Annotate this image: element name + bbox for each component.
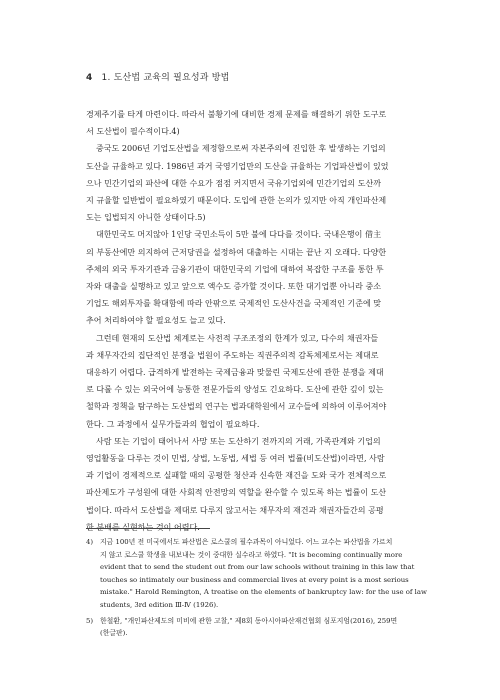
footnotes xyxy=(86,536,448,643)
footnote xyxy=(86,536,448,612)
text-line: 지 규율할 일반법이 필요하였기 때문이다. 도입에 관한 논의가 있지만 아직 개인파산제 xyxy=(86,196,387,206)
paragraph xyxy=(86,433,448,536)
footnote-number: 5) xyxy=(86,616,94,625)
text-line: 으나 민간기업의 파산에 대한 수요가 점점 커지면서 국유기업외에 민간기업의 도산까 xyxy=(86,178,382,188)
text-line: 도산을 규율하고 있다. 1986년 과거 국영기업만의 도산을 규율하는 기업파산법이 있었 xyxy=(86,161,389,171)
footnote-line: 지 않고 로스쿨 학생을 내보내는 것이 중대한 실수라고 하였다. "It is becoming continually more xyxy=(100,550,403,559)
paragraph xyxy=(86,330,448,433)
page-number: 4 xyxy=(86,73,93,83)
paragraph xyxy=(86,226,448,329)
text-line: 대응하기 어렵다. 급격하게 발전하는 국제금융과 맞물린 국제도산에 관한 분쟁을 제대 xyxy=(86,368,384,378)
footnote-line: 한철환, "개인파산제도의 미비에 관한 고찰," 제8회 동아시아파산재건협회 심포지엄(2016), 259면 xyxy=(100,616,398,625)
footnote-line: mistake." Harold Remington, A treatise on the elements of bankruptcy law: for the use of law xyxy=(100,588,427,597)
footnote-text xyxy=(100,615,448,640)
text-line: 중국도 2006년 기업도산법을 제정함으로써 자본주의에 진입한 후 발생하는 기업의 xyxy=(96,144,386,154)
text-line: 기업도 해외투자를 확대함에 따라 안팎으로 국제적인 도산사건을 국제적인 기준에 맞 xyxy=(86,299,382,309)
running-title: 1. 도산법 교육의 필요성과 방법 xyxy=(101,73,230,83)
text-line: 과 채무자간의 집단적인 분쟁을 법원이 주도하는 직권주의적 감독체제로서는 제대로 xyxy=(86,350,379,360)
footnote-line: touches so intimately our business and commercial lives at every point is a most serious xyxy=(100,575,409,584)
text-line: 대한민국도 머지않아 1인당 국민소득이 5만 불에 다다를 것이다. 국내은행이 借主 xyxy=(96,230,382,240)
text-line: 사람 또는 기업이 태어나서 사망 또는 도산하기 전까지의 거래, 가족관계와 기업의 xyxy=(96,436,381,446)
text-line: 철학과 정책을 탐구하는 도산법의 연구는 법과대학원에서 교수들에 의하여 이루어져야 xyxy=(86,402,387,412)
body-text xyxy=(86,106,448,536)
footnote-line: (한글판). xyxy=(100,629,128,638)
text-line: 자와 대출을 실행하고 있고 앞으로 액수도 증가할 것이다. 또한 대기업뿐 아니라 중소 xyxy=(86,282,381,292)
footnote-line: students, 3rd edition Ⅲ-Ⅳ (1926). xyxy=(100,600,219,609)
paragraph xyxy=(86,106,448,140)
footnote xyxy=(86,615,448,640)
text-line: 경제주기를 타게 마련이다. 따라서 불황기에 대비한 경제 문제를 해결하기 위한 도구로 xyxy=(86,110,387,119)
text-line: 추어 처리하여야 할 필요성도 늘고 있다. xyxy=(86,316,226,326)
footnote-number: 4) xyxy=(86,538,94,546)
text-line: 의 부동산에만 의지하여 근저당권을 설정하여 대출하는 시대는 끝난 지 오래다. 다양한 xyxy=(86,247,387,257)
footnote-divider xyxy=(86,528,210,529)
text-line: 로 다룰 수 있는 외국어에 능통한 전문가들의 양성도 긴요하다. 도산에 관한 깊이 있는 xyxy=(86,385,384,395)
text-line: 파산제도가 구성원에 대한 사회적 안전망의 역할을 완수할 수 있도록 하는 법률이 도산 xyxy=(86,488,387,498)
footnote-text xyxy=(100,536,448,612)
text-line: 과 기업이 경제적으로 실패할 때의 공평한 청산과 신속한 재건을 도와 국가 전체적으로 xyxy=(86,471,387,481)
footnote-line: 지금 100년 전 미국에서도 파산법은 로스쿨의 필수과목이 아니었다. 어느 교수는 파산법을 가르치 xyxy=(100,538,393,546)
text-line: 법이다. 따라서 도산법을 제대로 다루지 않고서는 채무자의 재건과 채권자들간의 공평 xyxy=(86,505,384,515)
text-line: 서 도산법이 필수적이다.4) xyxy=(86,127,180,137)
paragraph xyxy=(86,140,448,226)
footnote-line: evident that to send the student out from our law schools without training in this law that xyxy=(100,563,415,572)
text-line: 한 분배를 실현하는 것이 어렵다. xyxy=(86,522,200,532)
text-line: 도는 입법되지 아니한 상태이다.5) xyxy=(86,213,206,223)
text-line: 주체의 외국 투자기관과 금융기관이 대한민국의 기업에 대하여 복잡한 구조를 통한 투 xyxy=(86,264,384,274)
page-header xyxy=(86,70,230,83)
text-line: 그런데 현재의 도산법 체계로는 사전적 구조조정의 한계가 있고, 다수의 채권자들 xyxy=(96,333,379,343)
text-line: 한다. 그 과정에서 실무가들과의 협업이 필요하다. xyxy=(86,419,260,429)
text-line: 영업활동을 다루는 것이 민법, 상법, 노동법, 세법 등 여러 법률(비도산법)이라면, 사람 xyxy=(86,454,385,464)
